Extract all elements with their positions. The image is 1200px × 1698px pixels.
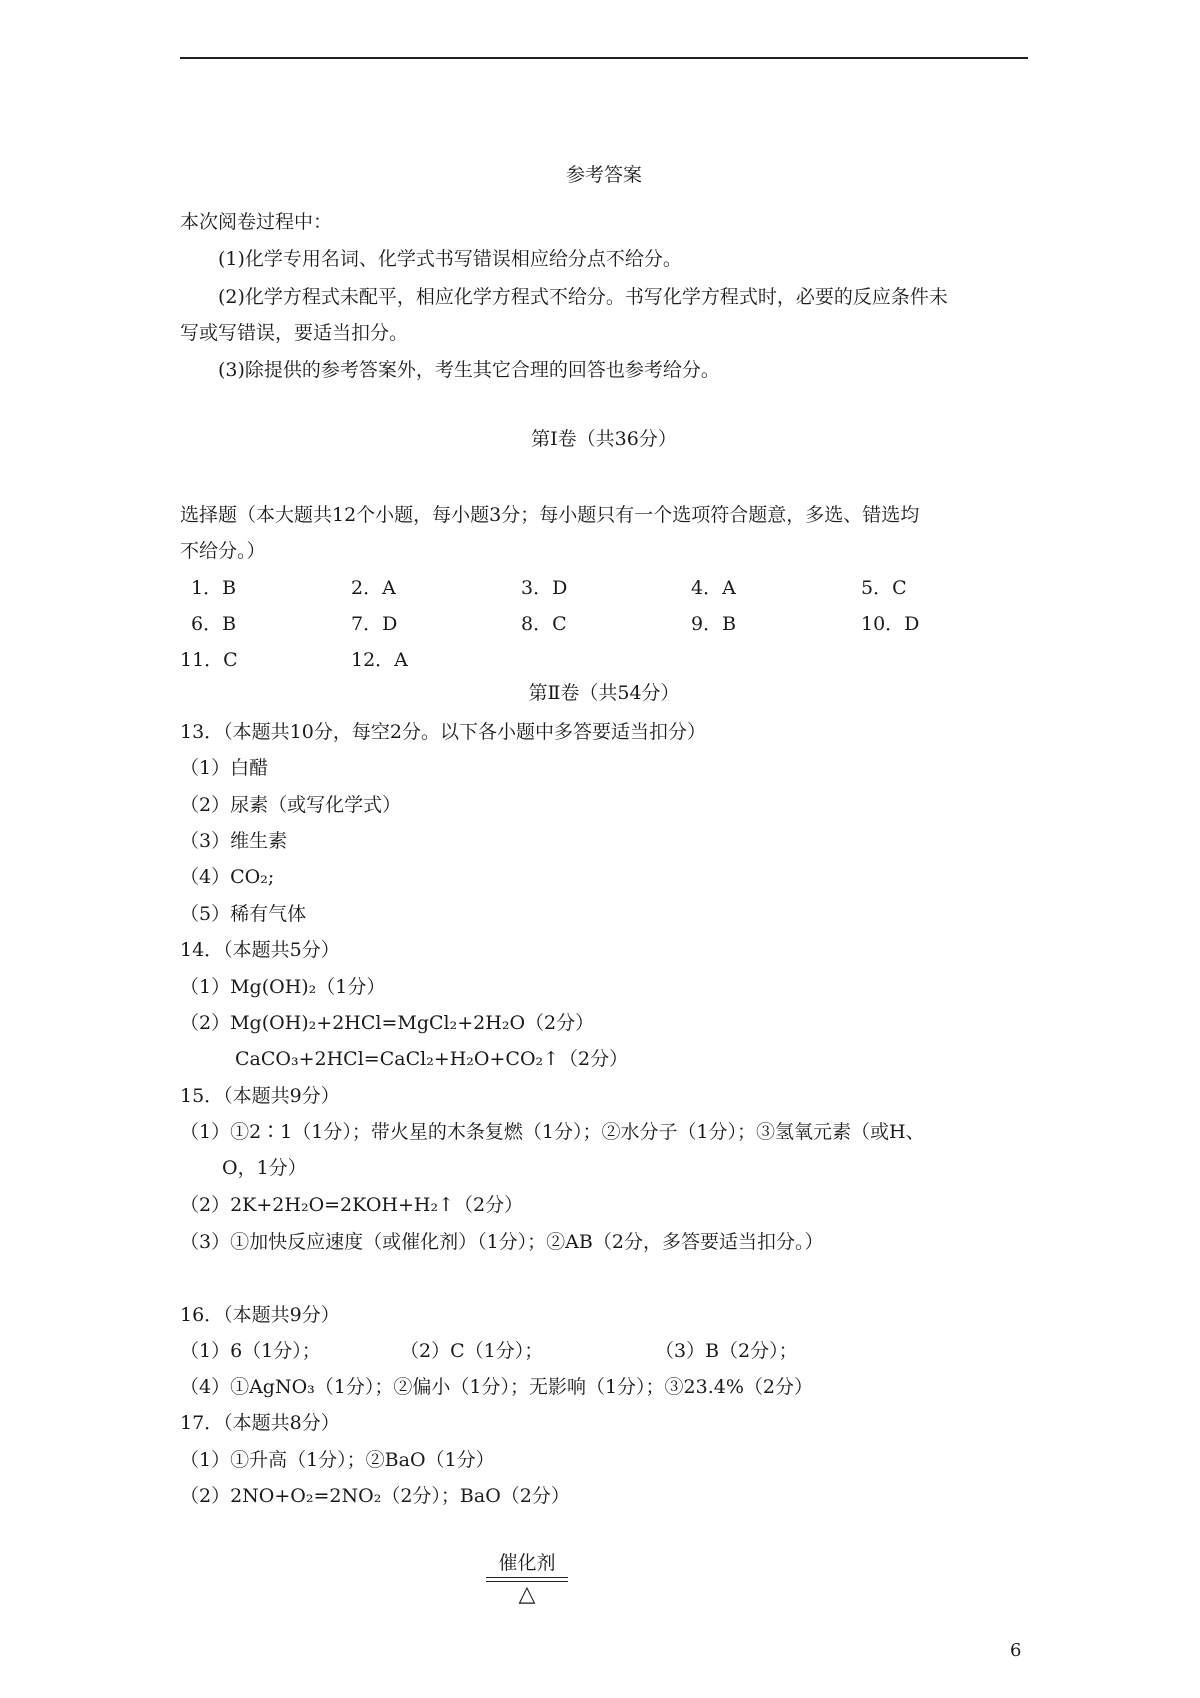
page-number: 6 bbox=[1010, 1640, 1022, 1661]
mc-answer: 1．B bbox=[191, 577, 237, 599]
mc-answer: 4．A bbox=[691, 577, 736, 599]
mc-answer: 7．D bbox=[351, 613, 398, 635]
mc-answer: 5．C bbox=[861, 577, 907, 599]
q14-answer-2: （2）Mg(OH)₂+2HCl=MgCl₂+2H₂O（2分） bbox=[180, 1012, 595, 1034]
q17-answer-2: （2）2NO+O₂=2NO₂（2分）；BaO（2分） bbox=[180, 1485, 570, 1507]
q14-head: 14．（本题共5分） bbox=[180, 939, 340, 961]
mc-answer: 10．D bbox=[861, 613, 920, 635]
q13-answer-1: （1）白醋 bbox=[180, 757, 269, 779]
mc-answer: 2．A bbox=[351, 577, 396, 599]
q16-answer-1: （1）6（1分）； bbox=[180, 1340, 321, 1362]
q17-answer-1: （1）①升高（1分）；②BaO（1分） bbox=[180, 1449, 495, 1471]
mc-answer: 8．C bbox=[521, 613, 567, 635]
q15-head: 15．（本题共9分） bbox=[180, 1085, 340, 1107]
q16-answer-2: （2）C（1分）； bbox=[400, 1340, 544, 1362]
q14-answer-1: （1）Mg(OH)₂（1分） bbox=[180, 976, 386, 998]
mc-answer: 11．C bbox=[180, 649, 238, 671]
part1-desc-a: 选择题（本大题共12个小题，每小题3分；每小题只有一个选项符合题意，多选、错选均 bbox=[180, 504, 920, 526]
q16-head: 16．（本题共9分） bbox=[180, 1304, 340, 1326]
q15-answer-2: （2）2K+2H₂O=2KOH+H₂↑（2分） bbox=[180, 1194, 524, 1216]
intro-rule-1: (1)化学专用名词、化学式书写错误相应给分点不给分。 bbox=[218, 248, 682, 270]
q14-answer-3: CaCO₃+2HCl=CaCl₂+H₂O+CO₂↑（2分） bbox=[235, 1048, 629, 1070]
heat-triangle-icon: △ bbox=[518, 1582, 536, 1607]
q16-answer-3: （3）B（2分）； bbox=[655, 1340, 798, 1362]
q13-head: 13．（本题共10分，每空2分。以下各小题中多答要适当扣分） bbox=[180, 721, 706, 743]
page-title: 参考答案 bbox=[565, 164, 642, 186]
intro-rule-3: (3)除提供的参考答案外，考生其它合理的回答也参考给分。 bbox=[218, 359, 720, 381]
mc-answer: 3．D bbox=[521, 577, 568, 599]
q13-answer-4: （4）CO₂; bbox=[180, 866, 275, 888]
q15-answer-1b: O，1分） bbox=[222, 1157, 307, 1179]
part1-heading: 第Ⅰ卷（共36分） bbox=[531, 428, 677, 450]
q13-answer-2: （2）尿素（或写化学式） bbox=[180, 794, 402, 816]
intro-head: 本次阅卷过程中： bbox=[180, 211, 333, 233]
catalyst-label: 催化剂 bbox=[498, 1552, 556, 1574]
part1-desc-b: 不给分。） bbox=[180, 540, 266, 562]
mc-answer: 12．A bbox=[351, 649, 408, 671]
q15-answer-1a: （1）①2∶1（1分）；带火星的木条复燃（1分）；②水分子（1分）；③氢氧元素（或H、 bbox=[180, 1121, 925, 1143]
q13-answer-5: （5）稀有气体 bbox=[180, 903, 307, 925]
mc-answer: 9．B bbox=[691, 613, 737, 635]
mc-answer: 6．B bbox=[191, 613, 237, 635]
q17-head: 17．（本题共8分） bbox=[180, 1412, 340, 1434]
reaction-condition bbox=[486, 1548, 568, 1607]
intro-rule-2a: (2)化学方程式未配平，相应化学方程式不给分。书写化学方程式时，必要的反应条件未 bbox=[218, 286, 948, 308]
q13-answer-3: （3）维生素 bbox=[180, 830, 288, 852]
intro-rule-2b: 写或写错误，要适当扣分。 bbox=[180, 322, 409, 344]
q16-answer-4: （4）①AgNO₃（1分）；②偏小（1分）；无影响（1分）；③23.4%（2分） bbox=[180, 1376, 814, 1398]
part2-heading: 第Ⅱ卷（共54分） bbox=[528, 682, 680, 704]
q15-answer-3: （3）①加快反应速度（或催化剂）（1分）；②AB（2分，多答要适当扣分。） bbox=[180, 1231, 824, 1253]
header-rule bbox=[180, 57, 1028, 59]
